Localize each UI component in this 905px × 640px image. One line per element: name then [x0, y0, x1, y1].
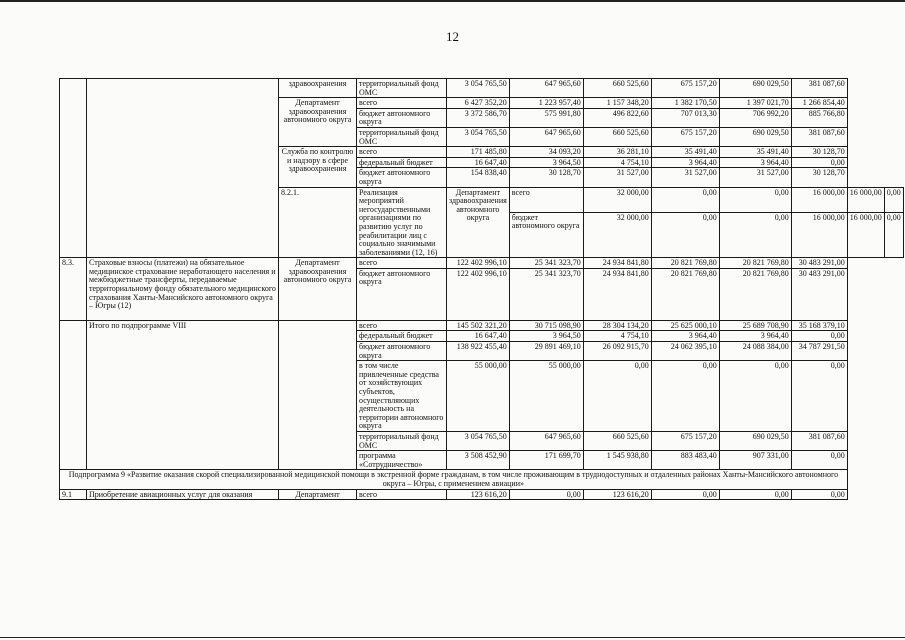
source-cell: в том числе привлеченные средства от хозяйствующих субъектов, осуществляющих деятельность на территории автономного округа: [357, 361, 447, 432]
value-cell: 28 304 134,20: [583, 320, 651, 331]
num-cell: [60, 79, 87, 258]
value-cell: 24 934 841,80: [583, 268, 651, 320]
name-cell: Страховые взносы (платежи) на обязательное медицинское страхование неработающего населения и межбюджетные трансферты, передаваемые территориальному фонду обязательного медицинского страхования Ханты-Мансийского автономного округа – Югры (12): [87, 258, 279, 321]
value-cell: 30 715 098,90: [509, 320, 583, 331]
value-cell: 0,00: [651, 361, 719, 432]
value-cell: 1 382 170,50: [651, 98, 719, 109]
source-cell: федеральный бюджет: [357, 157, 447, 168]
value-cell: 1 266 854,40: [791, 98, 847, 109]
name-cell: [87, 79, 279, 258]
value-cell: 31 527,00: [583, 168, 651, 187]
value-cell: 3 508 452,90: [447, 451, 510, 470]
value-cell: 575 991,80: [509, 108, 583, 127]
source-cell: всего: [357, 258, 447, 269]
value-cell: 24 062 395,10: [651, 342, 719, 361]
table-row: [60, 258, 904, 269]
value-cell: 25 689 708,90: [719, 320, 791, 331]
source-cell: бюджет автономного округа: [357, 168, 447, 187]
value-cell: 0,00: [719, 212, 791, 258]
value-cell: 35 491,40: [719, 147, 791, 158]
responsible-cell: [279, 320, 357, 470]
responsible-cell: Департамент: [279, 489, 357, 500]
value-cell: 0,00: [509, 489, 583, 500]
value-cell: 0,00: [719, 187, 791, 212]
value-cell: 3 054 765,50: [447, 127, 510, 146]
responsible-cell: здравоохранения: [279, 79, 357, 98]
value-cell: 0,00: [791, 361, 847, 432]
value-cell: 123 616,20: [447, 489, 510, 500]
value-cell: 3 964,40: [651, 331, 719, 342]
value-cell: 496 822,60: [583, 108, 651, 127]
value-cell: 381 087,60: [791, 127, 847, 146]
value-cell: 30 128,70: [509, 168, 583, 187]
value-cell: 35 491,40: [651, 147, 719, 158]
value-cell: 154 838,40: [447, 168, 510, 187]
num-cell: [60, 320, 87, 470]
source-cell: территориальный фонд ОМС: [357, 432, 447, 451]
value-cell: 3 964,40: [719, 331, 791, 342]
value-cell: 0,00: [791, 157, 847, 168]
value-cell: 660 525,60: [583, 432, 651, 451]
value-cell: 706 992,20: [719, 108, 791, 127]
value-cell: 885 766,80: [791, 108, 847, 127]
value-cell: 122 402 996,10: [447, 268, 510, 320]
value-cell: 0,00: [651, 489, 719, 500]
value-cell: 660 525,60: [583, 127, 651, 146]
responsible-cell: Служба по контролю и надзору в сфере здравоохранения: [279, 147, 357, 187]
value-cell: 4 754,10: [583, 157, 651, 168]
value-cell: 0,00: [583, 361, 651, 432]
value-cell: 1 397 021,70: [719, 98, 791, 109]
value-cell: 34 093,20: [509, 147, 583, 158]
value-cell: 30 483 291,00: [791, 268, 847, 320]
scan-top-edge: [0, 0, 905, 2]
value-cell: 907 331,00: [719, 451, 791, 470]
value-cell: 0,00: [791, 489, 847, 500]
value-cell: 24 934 841,80: [583, 258, 651, 269]
value-cell: 26 092 915,70: [583, 342, 651, 361]
value-cell: 6 427 352,20: [447, 98, 510, 109]
value-cell: 3 372 586,70: [447, 108, 510, 127]
source-cell: всего: [357, 147, 447, 158]
value-cell: 1 545 938,80: [583, 451, 651, 470]
value-cell: 34 787 291,50: [791, 342, 847, 361]
responsible-cell: Департамент здравоохранения автономного округа: [279, 258, 357, 321]
source-cell: бюджет автономного округа: [357, 108, 447, 127]
source-cell: всего: [357, 98, 447, 109]
value-cell: 690 029,50: [719, 127, 791, 146]
value-cell: 0,00: [884, 187, 903, 212]
value-cell: 0,00: [719, 489, 791, 500]
scan-bottom-edge: [0, 637, 905, 638]
value-cell: 16 000,00: [847, 187, 884, 212]
value-cell: 16 000,00: [847, 212, 884, 258]
value-cell: 3 964,40: [719, 157, 791, 168]
value-cell: 31 527,00: [651, 168, 719, 187]
value-cell: 0,00: [884, 212, 903, 258]
table-row: [60, 470, 904, 489]
value-cell: 0,00: [651, 212, 719, 258]
budget-table: [59, 78, 904, 500]
value-cell: 0,00: [719, 361, 791, 432]
value-cell: 138 922 455,40: [447, 342, 510, 361]
value-cell: 29 891 469,10: [509, 342, 583, 361]
source-cell: территориальный фонд ОМС: [357, 127, 447, 146]
value-cell: 381 087,60: [791, 79, 847, 98]
value-cell: 20 821 769,80: [651, 268, 719, 320]
value-cell: 675 157,20: [651, 432, 719, 451]
name-cell: Реализация мероприятий негосударственными организациями по развитию услуг по реабилитации лиц с социально значимыми заболеваниями (12, 16): [357, 187, 447, 258]
subprogram-heading: Подпрограмма 9 «Развитие оказания скорой специализированной медицинской помощи в экстренной форме гражданам, в том числе проживающим в труднодоступных и отдаленных районах Ханты-Мансийского автономного округа – Югры, с применением авиации»: [60, 470, 848, 489]
num-cell: 8.3.: [60, 258, 87, 321]
value-cell: 31 527,00: [719, 168, 791, 187]
value-cell: 145 502 321,20: [447, 320, 510, 331]
value-cell: 647 965,60: [509, 127, 583, 146]
value-cell: 690 029,50: [719, 432, 791, 451]
value-cell: 883 483,40: [651, 451, 719, 470]
table-row: [60, 79, 904, 98]
value-cell: 1 157 348,20: [583, 98, 651, 109]
value-cell: 647 965,60: [509, 432, 583, 451]
value-cell: 20 821 769,80: [719, 268, 791, 320]
value-cell: 690 029,50: [719, 79, 791, 98]
value-cell: 0,00: [791, 451, 847, 470]
value-cell: 30 128,70: [791, 147, 847, 158]
name-cell: Приобретение авиационных услуг для оказания: [87, 489, 279, 500]
value-cell: 3 054 765,50: [447, 432, 510, 451]
num-cell: 8.2.1.: [279, 187, 357, 258]
source-cell: федеральный бюджет: [357, 331, 447, 342]
responsible-cell: Департамент здравоохранения автономного округа: [447, 187, 510, 258]
value-cell: 1 223 957,40: [509, 98, 583, 109]
value-cell: 55 000,00: [509, 361, 583, 432]
value-cell: 123 616,20: [583, 489, 651, 500]
value-cell: 3 054 765,50: [447, 79, 510, 98]
value-cell: 171 485,80: [447, 147, 510, 158]
page-number: 12: [446, 29, 459, 44]
value-cell: 675 157,20: [651, 127, 719, 146]
value-cell: 647 965,60: [509, 79, 583, 98]
table-row: [60, 320, 904, 331]
value-cell: 707 013,30: [651, 108, 719, 127]
value-cell: 20 821 769,80: [651, 258, 719, 269]
value-cell: 122 402 996,10: [447, 258, 510, 269]
value-cell: 16 647,40: [447, 157, 510, 168]
value-cell: 381 087,60: [791, 432, 847, 451]
value-cell: 16 000,00: [791, 212, 847, 258]
value-cell: 171 699,70: [509, 451, 583, 470]
value-cell: 3 964,40: [651, 157, 719, 168]
responsible-cell: Департамент здравоохранения автономного округа: [279, 98, 357, 147]
value-cell: 16 000,00: [791, 187, 847, 212]
value-cell: 25 625 000,10: [651, 320, 719, 331]
value-cell: 32 000,00: [583, 212, 651, 258]
value-cell: 3 964,50: [509, 157, 583, 168]
total-name-cell: Итого по подпрограмме VIII: [87, 320, 279, 470]
source-cell: программа «Сотрудничество»: [357, 451, 447, 470]
value-cell: 0,00: [791, 331, 847, 342]
value-cell: 4 754,10: [583, 331, 651, 342]
value-cell: 30 483 291,00: [791, 258, 847, 269]
value-cell: 660 525,60: [583, 79, 651, 98]
value-cell: 36 281,10: [583, 147, 651, 158]
value-cell: 30 128,70: [791, 168, 847, 187]
value-cell: 16 647,40: [447, 331, 510, 342]
num-cell: 9.1: [60, 489, 87, 500]
value-cell: 55 000,00: [447, 361, 510, 432]
value-cell: 35 168 379,10: [791, 320, 847, 331]
value-cell: 24 088 384,00: [719, 342, 791, 361]
value-cell: 25 341 323,70: [509, 268, 583, 320]
source-cell: всего: [357, 320, 447, 331]
value-cell: 32 000,00: [583, 187, 651, 212]
source-cell: территориальный фонд ОМС: [357, 79, 447, 98]
source-cell: всего: [509, 187, 583, 212]
source-cell: бюджет автономного округа: [357, 268, 447, 320]
table-row: [60, 489, 904, 500]
value-cell: 25 341 323,70: [509, 258, 583, 269]
value-cell: 20 821 769,80: [719, 258, 791, 269]
value-cell: 3 964,50: [509, 331, 583, 342]
source-cell: бюджет автономного округа: [357, 342, 447, 361]
source-cell: всего: [357, 489, 447, 500]
source-cell: бюджет автономного округа: [509, 212, 583, 258]
value-cell: 0,00: [651, 187, 719, 212]
value-cell: 675 157,20: [651, 79, 719, 98]
